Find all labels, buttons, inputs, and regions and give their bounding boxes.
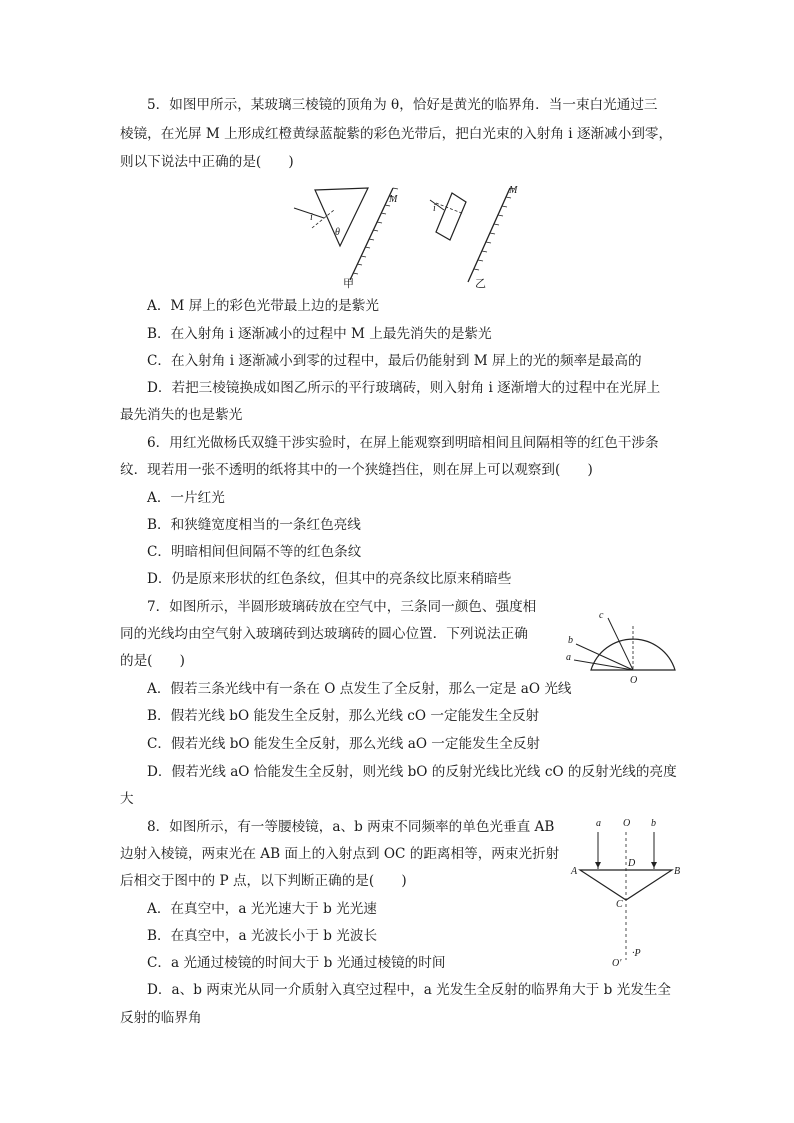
q7-stem-line-2: 同的光线均由空气射入玻璃砖到达玻璃砖的圆心位置．下列说法正确 xyxy=(120,626,528,642)
label-A: A xyxy=(571,866,578,877)
ray-a xyxy=(574,660,633,670)
q5-stem-line-3: 则以下说法中正确的是( ) xyxy=(120,154,294,170)
screen-M-jia xyxy=(350,188,393,280)
angle-i-label-jia: i xyxy=(310,212,313,223)
q6-option-a: A．一片红光 xyxy=(147,490,225,506)
label-a: a xyxy=(596,818,601,829)
angle-i-label-yi: i xyxy=(433,203,436,214)
ray-b xyxy=(576,644,633,670)
prism-triangle xyxy=(315,188,368,246)
incident-ray-jia xyxy=(294,208,324,218)
label-a: a xyxy=(566,652,571,663)
label-P: ·P xyxy=(632,948,641,959)
arrow-b xyxy=(651,862,657,868)
q6-stem-line-1: 6．用红光做杨氏双缝干涉实验时，在屏上能观察到明暗相间且间隔相等的红色干涉条 xyxy=(147,435,659,451)
q5-figure xyxy=(290,180,530,296)
q5-option-d-line-1: D．若把三棱镜换成如图乙所示的平行玻璃砖，则入射角 i 逐渐增大的过程中在光屏上 xyxy=(147,380,661,396)
screen-M-label-jia: M xyxy=(389,194,398,205)
screen-M-yi xyxy=(468,188,510,282)
q5-stem-line-1: 5．如图甲所示，某玻璃三棱镜的顶角为 θ，恰好是黄光的临界角．当一束白光通过三 xyxy=(147,97,658,113)
q6-option-b: B．和狭缝宽度相当的一条红色亮线 xyxy=(147,517,361,533)
label-C: C xyxy=(616,899,623,910)
q6-option-d: D．仍是原来形状的红色条纹，但其中的亮条纹比原来稍暗些 xyxy=(147,571,512,587)
screen-M-label-yi: M xyxy=(509,185,518,196)
label-B: B xyxy=(674,866,681,877)
q8-stem-line-2: 边射入棱镜，两束光在 AB 面上的入射点到 OC 的距离相等，两束光折射 xyxy=(120,846,560,862)
label-b: b xyxy=(651,818,656,829)
arrow-a xyxy=(595,862,601,868)
label-O: O xyxy=(630,675,638,686)
label-D: D xyxy=(628,858,636,869)
label-b: b xyxy=(568,635,573,646)
glass-slab xyxy=(436,193,466,240)
normal-line-yi xyxy=(436,203,464,214)
q7-option-a: A．假若三条光线中有一条在 O 点发生了全反射，那么一定是 aO 光线 xyxy=(147,681,572,697)
q6-stem-line-2: 纹．现若用一张不透明的纸将其中的一个狭缝挡住，则在屏上可以观察到( ) xyxy=(120,462,593,478)
q7-stem-line-3: 的是( ) xyxy=(120,653,185,669)
q6-option-c: C．明暗相间但间隔不等的红色条纹 xyxy=(147,544,362,560)
figure-label-jia: 甲 xyxy=(343,278,354,290)
q8-option-a: A．在真空中，a 光光速大于 b 光光速 xyxy=(147,901,377,917)
q5-stem-line-2: 棱镜，在光屏 M 上形成红橙黄绿蓝靛紫的彩色光带后，把白光束的入射角 i 逐渐减小到零， xyxy=(120,126,673,142)
q5-option-d-line-2: 最先消失的也是紫光 xyxy=(120,407,243,423)
figure-label-yi: 乙 xyxy=(475,278,486,290)
label-O-prime: O′ xyxy=(612,958,622,969)
q5-option-a: A．M 屏上的彩色光带最上边的是紫光 xyxy=(147,298,379,314)
q7-option-d-line-1: D．假若光线 aO 恰能发生全反射，则光线 bO 的反射光线比光线 cO 的反射光线的亮度 xyxy=(147,764,677,780)
label-c: c xyxy=(599,610,604,621)
q8-option-d-line-2: 反射的临界角 xyxy=(120,1010,202,1026)
q8-figure xyxy=(560,812,690,976)
q5-option-c: C．在入射角 i 逐渐减小到零的过程中，最后仍能射到 M 屏上的光的频率是最高的 xyxy=(147,353,642,369)
q7-option-c: C．假若光线 bO 能发生全反射，那么光线 aO 一定能发生全反射 xyxy=(147,736,541,752)
q8-option-c: C．a 光通过棱镜的时间大于 b 光通过棱镜的时间 xyxy=(147,955,446,971)
q5-option-b: B．在入射角 i 逐渐减小的过程中 M 上最先消失的是紫光 xyxy=(147,326,492,342)
q8-stem-line-1: 8．如图所示，有一等腰棱镜，a、b 两束不同频率的单色光垂直 AB xyxy=(147,819,555,835)
q8-stem-line-3: 后相交于图中的 P 点，以下判断正确的是( ) xyxy=(120,873,407,889)
q8-option-d-line-1: D．a、b 两束光从同一介质射入真空过程中，a 光发生全反射的临界角大于 b 光发生全 xyxy=(147,982,671,998)
label-O: O xyxy=(623,818,631,829)
theta-label: θ xyxy=(335,227,340,238)
q7-stem-line-1: 7．如图所示，半圆形玻璃砖放在空气中，三条同一颜色、强度相 xyxy=(147,599,537,615)
screen-hatch-yi xyxy=(474,188,515,270)
q7-figure xyxy=(560,608,685,690)
q7-option-b: B．假若光线 bO 能发生全反射，那么光线 cO 一定能发生全反射 xyxy=(147,708,540,724)
q7-option-d-line-2: 大 xyxy=(120,791,134,807)
q8-option-b: B．在真空中，a 光波长小于 b 光波长 xyxy=(147,928,378,944)
